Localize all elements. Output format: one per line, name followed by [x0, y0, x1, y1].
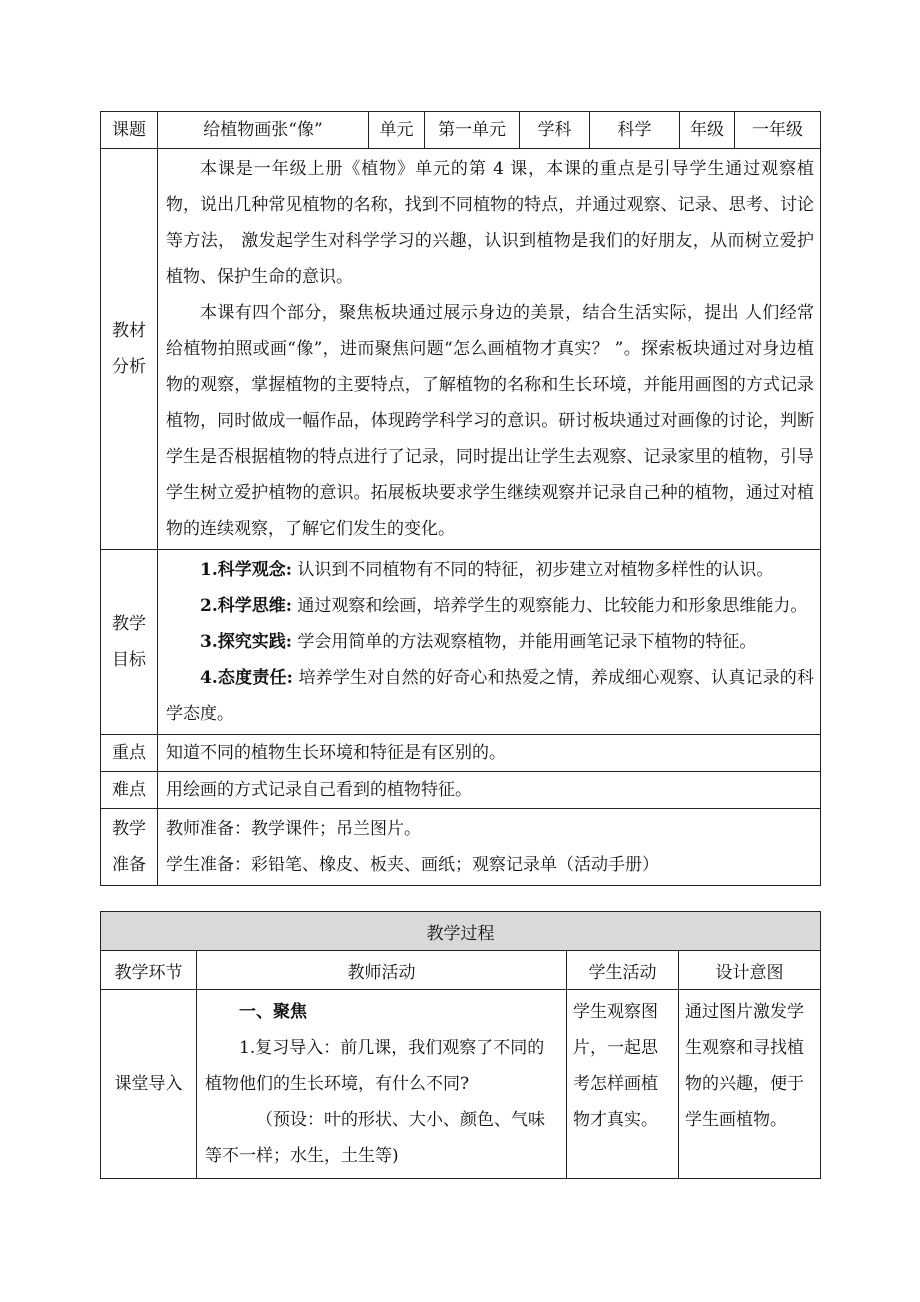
grade-label: 年级: [680, 112, 735, 149]
column-header: 学生活动: [567, 951, 679, 990]
teacher-paragraph-2: （预设：叶的形状、大小、颜色、气味等不一样；水生，土生等): [205, 1110, 545, 1166]
design-intent-text: 通过图片激发学生观察和寻找植物的兴趣，便于学生画植物。: [685, 1002, 804, 1130]
lesson-info-table: [100, 111, 821, 886]
topic-value: 给植物画张“像”: [158, 112, 369, 149]
analysis-row: [101, 149, 821, 550]
student-preparation: 学生准备：彩铅笔、橡皮、板夹、画纸；观察记录单（活动手册）: [166, 855, 659, 875]
student-activity-cell: [567, 990, 679, 1179]
unit-label: 单元: [369, 112, 425, 149]
key-point-label: 重点: [101, 735, 158, 772]
header-row: [101, 112, 821, 149]
process-header-row: [101, 951, 821, 990]
goals-content: [158, 550, 821, 735]
topic-label: 课题: [101, 112, 158, 149]
process-title: 教学过程: [101, 912, 821, 951]
preparation-row: [101, 809, 821, 886]
column-header: 教学环节: [101, 951, 197, 990]
key-point-row: [101, 735, 821, 772]
column-header: 教师活动: [197, 951, 567, 990]
preparation-content: [158, 809, 821, 886]
difficulty-row: [101, 772, 821, 809]
subject-label: 学科: [520, 112, 590, 149]
student-activity-text: 学生观察图片，一起思考怎样画植物才真实。: [573, 1002, 658, 1130]
goals-label: 教学 目标: [101, 550, 158, 735]
teacher-paragraph-1: 1.复习导入：前几课，我们观察了不同的植物他们的生长环境，有什么不同?: [205, 1038, 545, 1094]
goal-item: 2.科学思维: 通过观察和绘画，培养学生的观察能力、比较能力和形象思维能力。: [200, 596, 808, 616]
column-header: 设计意图: [679, 951, 821, 990]
subject-value: 科学: [590, 112, 680, 149]
design-intent-cell: [679, 990, 821, 1179]
teacher-activity-cell: [197, 990, 567, 1179]
goal-item: 1.科学观念: 认识到不同植物有不同的特征，初步建立对植物多样性的认识。: [200, 560, 774, 580]
analysis-paragraph-2: 本课有四个部分，聚焦板块通过展示身边的美景，结合生活实际，提出 人们经常给植物拍照或画“像”，进而聚焦问题“怎么画植物才真实？ ”。探索板块通过对身边植物的观察，掌握植物的主要特点，了解植物的名称和生长环境，并能用画图的方式记录植物，同时做成一幅作品，体现跨学科学习的意识。研讨板块通过对画像的讨论，判断学生是否根据植物的特点进行了记录，同时提出让学生去观察、记录家里的植物，引导学生树立爱护植物的意识。拓展板块要求学生继续观察并记录自己种的植物，通过对植物的连续观察，了解它们发生的变化。: [166, 303, 814, 539]
analysis-content: [158, 149, 821, 550]
teaching-process-table: [100, 911, 821, 1179]
teacher-preparation: 教师准备：教学课件；吊兰图片。: [166, 819, 421, 839]
analysis-paragraph-1: 本课是一年级上册《植物》单元的第 4 课，本课的重点是引导学生通过观察植物，说出几种常见植物的名称，找到不同植物的特点，并通过观察、记录、思考、讨论等方法， 激发起学生对科学学习的兴趣，认识到植物是我们的好朋友，从而树立爱护植物、保护生命的意识。: [166, 159, 814, 287]
grade-value: 一年级: [735, 112, 821, 149]
unit-value: 第一单元: [425, 112, 520, 149]
table-row: [101, 990, 821, 1179]
process-title-row: [101, 912, 821, 951]
key-point-text: 知道不同的植物生长环境和特征是有区别的。: [158, 735, 821, 772]
preparation-label: 教学 准备: [101, 809, 158, 886]
goal-item: 3.探究实践: 学会用简单的方法观察植物，并能用画笔记录下植物的特征。: [200, 632, 757, 652]
goal-item: 4.态度责任: 培养学生对自然的好奇心和热爱之情，养成细心观察、认真记录的科学态度。: [166, 668, 814, 724]
analysis-label: 教材 分析: [101, 149, 158, 550]
stage-cell: 课堂导入: [101, 990, 197, 1179]
goals-row: [101, 550, 821, 735]
difficulty-text: 用绘画的方式记录自己看到的植物特征。: [158, 772, 821, 809]
teacher-heading: 一、聚焦: [239, 1002, 307, 1022]
difficulty-label: 难点: [101, 772, 158, 809]
